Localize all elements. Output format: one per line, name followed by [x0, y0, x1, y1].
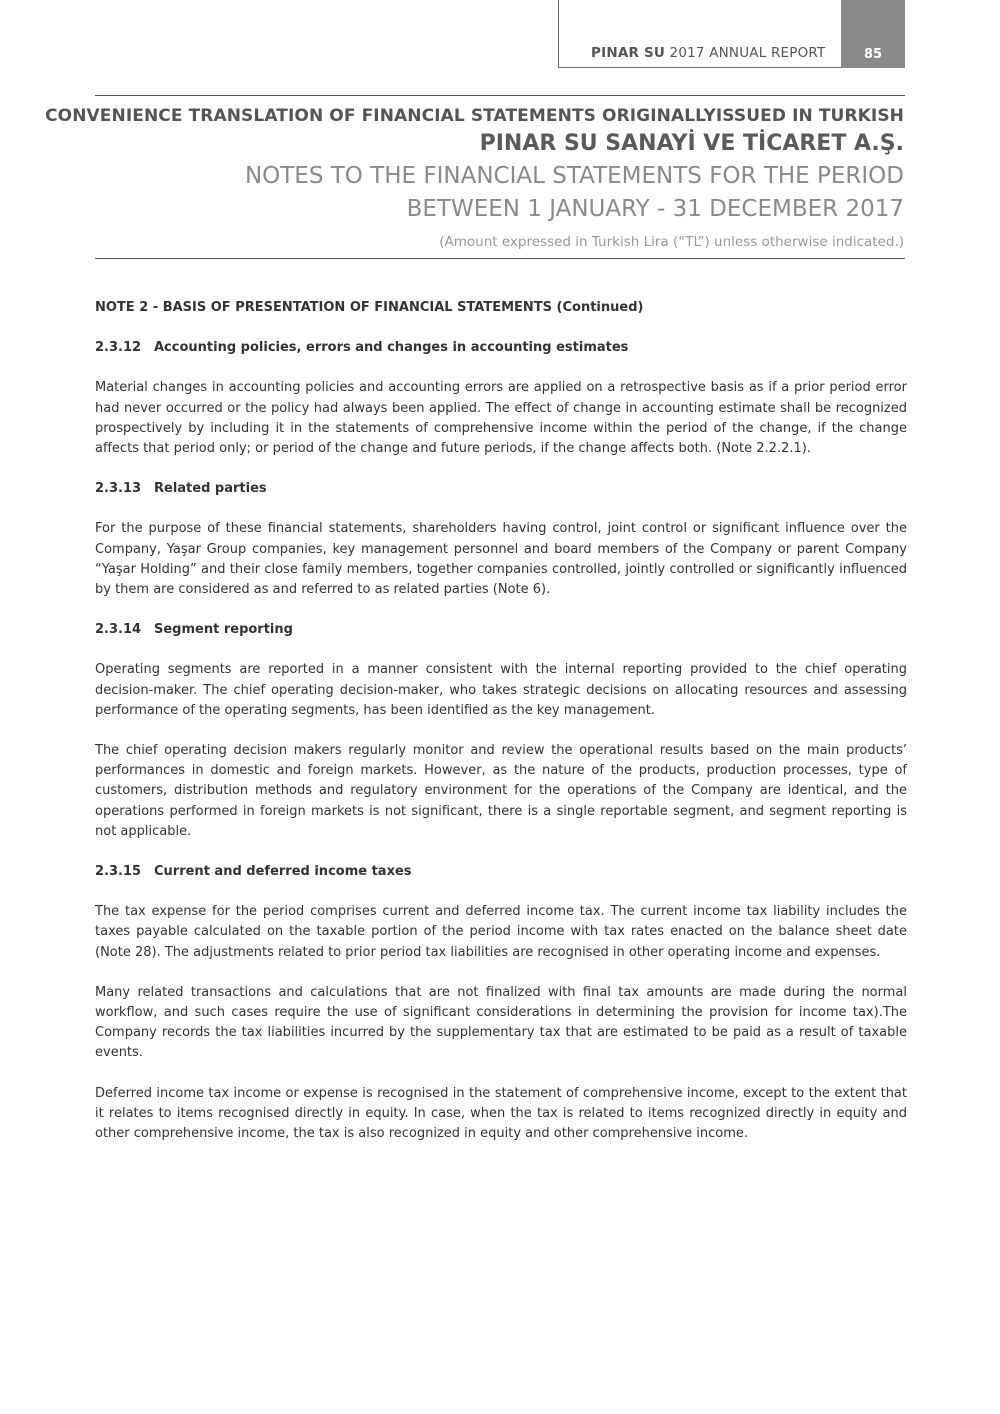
section-heading — [95, 479, 907, 499]
paragraph: Operating segments are reported in a manner consistent with the internal reporting provided to the chief operating decision-maker. The chief operating decision-maker, who takes strategic decisions on allocating resources and assessing performance of the operating segments, has been identified as the key management. — [95, 662, 907, 718]
section-number: 2.3.12 — [95, 340, 142, 356]
section-title: Segment reporting — [154, 622, 293, 638]
section-title: Accounting policies, errors and changes in accounting estimates — [154, 340, 629, 356]
paragraph: Deferred income tax income or expense is recognised in the statement of comprehensive income, except to the extent that it relates to items recognised directly in equity. In case, when the tax is related to items recognized directly in equity and other comprehensive income, the tax is also recognized in equity and other comprehensive income. — [95, 1085, 907, 1142]
header-top-rule — [95, 95, 905, 96]
brand-name: PINAR SU — [591, 45, 666, 61]
header-translation-notice: CONVENIENCE TRANSLATION OF FINANCIAL STATEMENTS ORIGINALLYISSUED IN TURKISH — [45, 106, 904, 126]
paragraph: The tax expense for the period comprises current and deferred income tax. The current income tax liability includes the taxes payable calculated on the taxable portion of the period income with tax rates enacted on the balance sheet date (Note 28). The adjustments related to prior period tax liabilities are recognised in other operating income and expenses. — [95, 904, 907, 960]
header-period: BETWEEN 1 JANUARY - 31 DECEMBER 2017 — [406, 196, 904, 222]
paragraph: The chief operating decision makers regularly monitor and review the operational results based on the main products’ performances in domestic and foreign markets. However, as the nature of the products, production processes, type of customers, distribution methods and regulatory environment for the operations of the Company are identical, and the operations performed in foreign markets is not significant, there is a single reportable segment, and segment reporting is not applicable. — [95, 743, 907, 839]
notes-content — [95, 298, 907, 1164]
paragraph: Material changes in accounting policies and accounting errors are applied on a retrospective basis as if a prior period error had never occurred or the policy had always been applied. The effect of change in accounting estimate shall be recognized prospectively by including it in the statements of comprehensive income within the period of the change, if the change affects that period only; or period of the change and future periods, if the change affects both. (Note 2.2.2.1). — [95, 380, 907, 457]
header-company-name: PINAR SU SANAYİ VE TİCARET A.Ş. — [479, 131, 904, 156]
page-number: 85 — [863, 47, 883, 62]
running-header — [558, 0, 904, 68]
section-number: 2.3.14 — [95, 622, 142, 638]
header-bottom-rule — [95, 258, 905, 259]
paragraph: For the purpose of these financial statements, shareholders having control, joint control or significant influence over the Company, Yaşar Group companies, key management personnel and board members of the Company or parent Company “Yaşar Holding” and their close family members, together companies controlled, jointly controlled or significantly influenced by them are considered as and referred to as related parties (Note 6). — [95, 521, 907, 598]
report-name: 2017 ANNUAL REPORT — [669, 45, 826, 61]
section-heading — [95, 338, 907, 358]
section-title: Current and deferred income taxes — [154, 864, 412, 880]
section-heading — [95, 620, 907, 640]
page-number-box — [841, 0, 905, 68]
paragraph: Many related transactions and calculations that are not finalized with final tax amounts are made during the normal workflow, and such cases require the use of significant considerations in determining the provision for income tax).The Company records the tax liabilities incurred by the supplementary tax that are estimated to be paid as a result of taxable events. — [95, 984, 907, 1061]
section-number: 2.3.15 — [95, 864, 142, 880]
header-currency-note: (Amount expressed in Turkish Lira (“TL”) unless otherwise indicated.) — [439, 234, 904, 250]
report-label — [591, 45, 825, 61]
header-notes-title: NOTES TO THE FINANCIAL STATEMENTS FOR THE PERIOD — [244, 163, 904, 189]
section-heading — [95, 862, 907, 882]
section-number: 2.3.13 — [95, 481, 142, 497]
note-title: NOTE 2 - BASIS OF PRESENTATION OF FINANCIAL STATEMENTS (Continued) — [95, 300, 644, 315]
section-title: Related parties — [154, 481, 267, 497]
